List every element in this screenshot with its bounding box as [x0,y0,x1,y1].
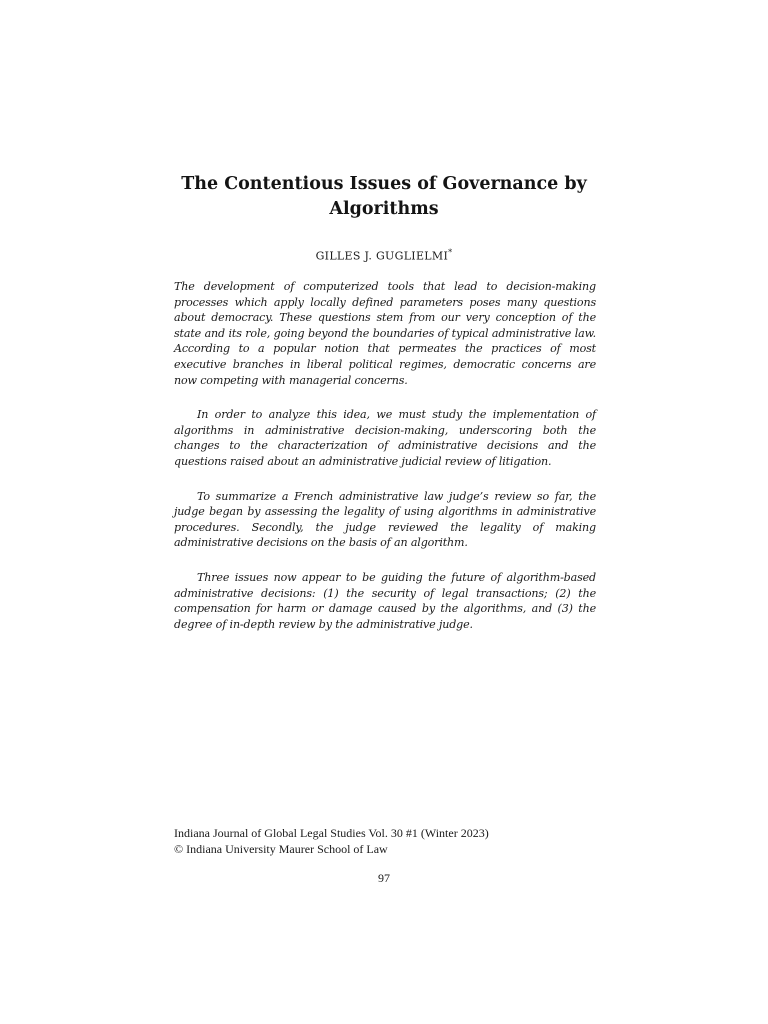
abstract-paragraph-2: In order to analyze this idea, we must study the implementation of algorithms in administrative decision-making, underscoring both the changes to the characterization of administrative decisions and the questions raised about an administrative judicial review of litigation. [174,408,596,468]
author-footnote-marker: * [448,248,453,257]
abstract [174,279,596,651]
abstract-paragraph-3: To summarize a French administrative law judge’s review so far, the judge began by assessing the legality of using algorithms in administrative procedures. Secondly, the judge reviewed the legality of making administrative decisions on the basis of an algorithm. [174,489,596,550]
author-line [174,248,594,263]
journal-citation: Indiana Journal of Global Legal Studies Vol. 30 #1 (Winter 2023) [174,826,489,840]
journal-footer [174,826,594,857]
article-title: The Contentious Issues of Governance by Algorithms [181,174,587,219]
abstract-paragraph-1: The development of computerized tools that lead to decision-making processes which apply locally defined parameters poses many questions about democracy. These questions stem from our very conception of the state and its role, going beyond the boundaries of typical administrative law. According to a popular notion that permeates the practices of most executive branches in liberal political regimes, democratic concerns are now competing with managerial concerns. [174,280,596,387]
abstract-paragraph-4: Three issues now appear to be guiding the future of algorithm-based administrative decisions: (1) the security of legal transactions; (2) the compensation for harm or damage caused by the algorithms, and (3) the degree of in-depth review by the administrative judge. [174,570,596,631]
copyright-notice: © Indiana University Maurer School of Law [174,841,388,856]
page-number: 97 [378,871,390,885]
author-name: GILLES J. GUGLIELMI [315,249,449,263]
